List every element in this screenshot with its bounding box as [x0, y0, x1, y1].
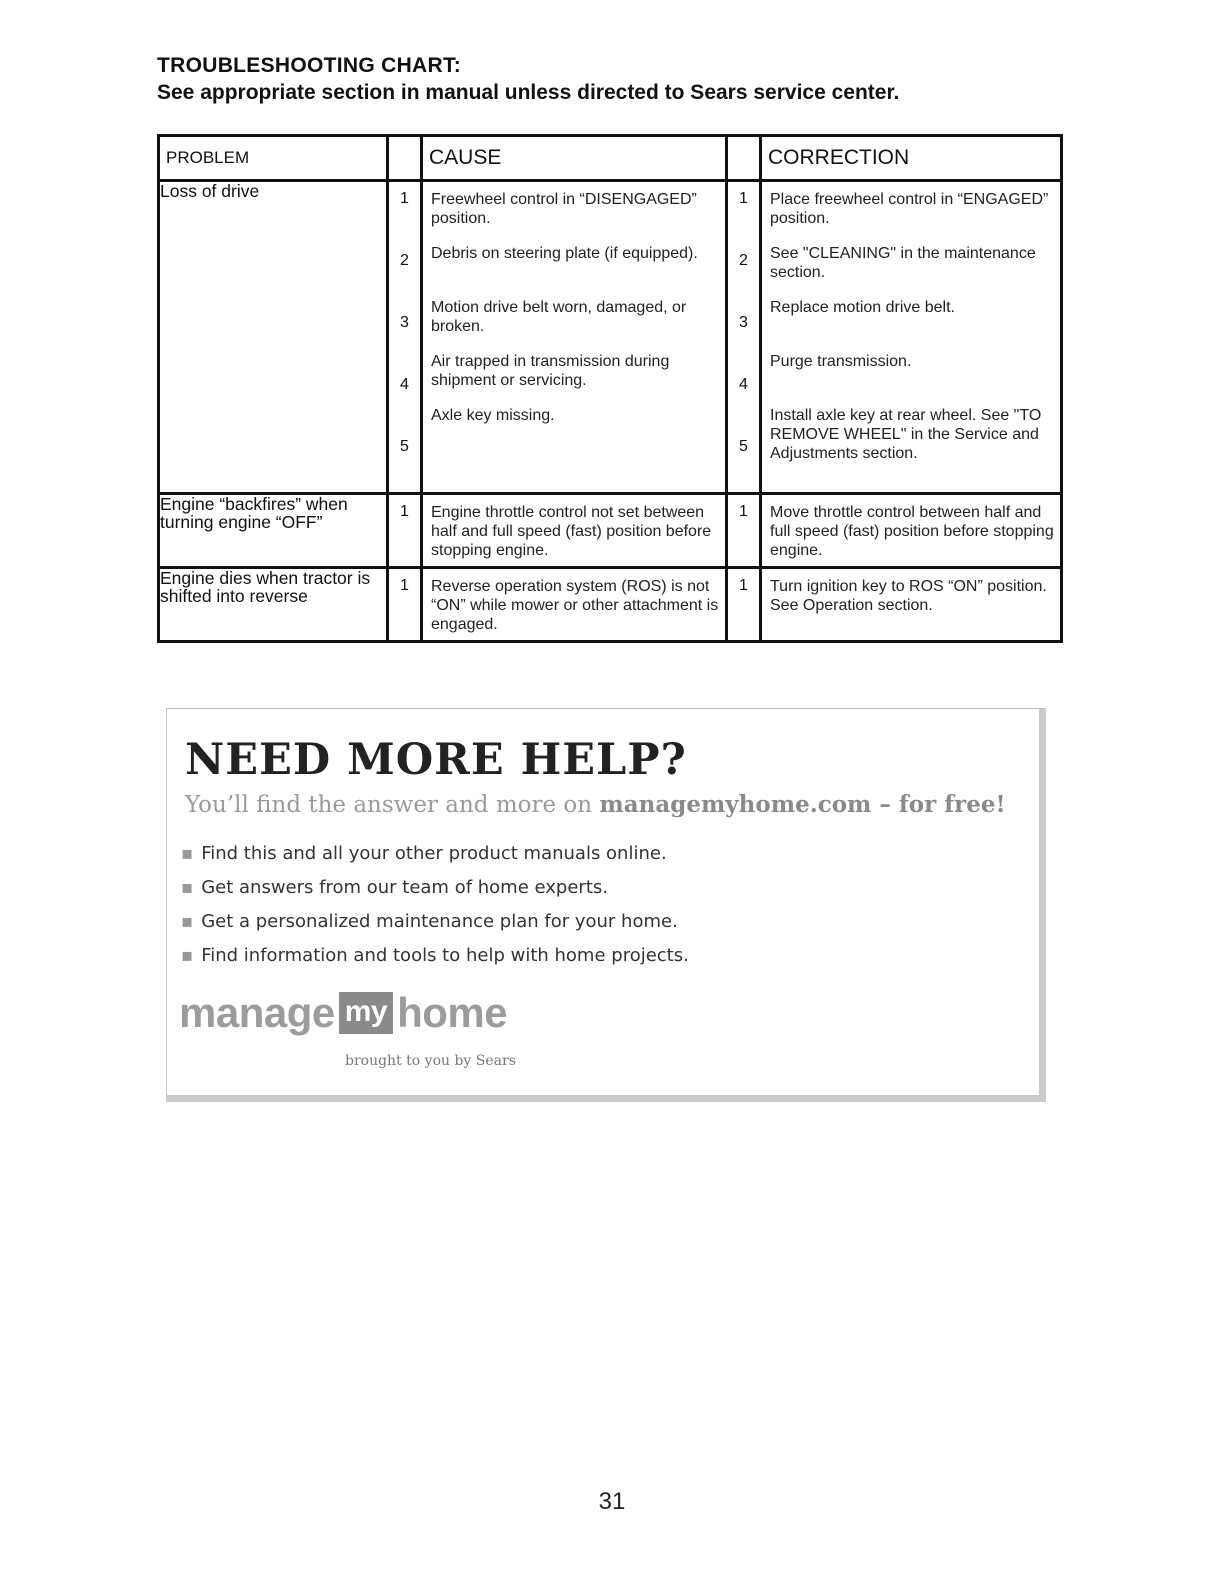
cause-cell: [422, 568, 727, 642]
correction-number-cell: [727, 494, 761, 568]
help-title: NEED MORE HELP?: [185, 735, 687, 785]
cause-text: Debris on steering plate (if equipped).: [431, 245, 698, 262]
header-num: [727, 136, 761, 181]
cause-text: Engine throttle control not set between half and full speed (fast) position before stopping engine.: [431, 504, 712, 559]
logo-my: my: [339, 992, 393, 1034]
table-row: [159, 181, 1062, 494]
need-more-help-panel: [166, 708, 1046, 1102]
bullet-icon: ▪: [181, 877, 194, 898]
correction-text: Turn ignition key to ROS “ON” position. See Operation section.: [770, 578, 1047, 614]
cause-text: Air trapped in transmission during shipment or servicing.: [431, 353, 670, 389]
cause-number: 1: [400, 503, 409, 520]
table-row: [159, 494, 1062, 568]
page-number: 31: [598, 1488, 626, 1515]
bullet-icon: ▪: [181, 911, 194, 932]
problem-cell: Engine “backfires” when turning engine “OFF”: [159, 494, 388, 568]
cause-number-cell: [388, 494, 422, 568]
bullet-text: Find this and all your other product manuals online.: [201, 843, 667, 864]
correction-number: 5: [739, 438, 748, 455]
cause-number: 2: [400, 252, 409, 269]
table-body: [159, 181, 1062, 642]
cause-text: Reverse operation system (ROS) is not “ON” while mower or other attachment is engaged.: [431, 578, 719, 633]
correction-cell: [761, 494, 1062, 568]
cause-text: Motion drive belt worn, damaged, or broken.: [431, 299, 687, 335]
correction-cell: [761, 568, 1062, 642]
bullet-icon: ▪: [181, 843, 194, 864]
cause-number-cell: [388, 568, 422, 642]
cause-text: Axle key missing.: [431, 407, 555, 424]
cause-number: 1: [400, 190, 409, 207]
cause-number-cell: [388, 181, 422, 494]
correction-text: Move throttle control between half and full speed (fast) position before stopping engine.: [770, 504, 1054, 559]
chart-subtitle: See appropriate section in manual unless directed to Sears service center.: [157, 81, 900, 104]
correction-number: 1: [739, 190, 748, 207]
logo-home: home: [397, 989, 508, 1036]
header-problem: PROBLEM: [159, 136, 388, 181]
list-item: [181, 837, 689, 871]
cause-number: 4: [400, 376, 409, 393]
correction-number: 3: [739, 314, 748, 331]
correction-number-cell: [727, 568, 761, 642]
cause-number: 1: [400, 577, 409, 594]
bullet-text: Get a personalized maintenance plan for your home.: [201, 911, 678, 932]
troubleshooting-table: [157, 134, 1063, 643]
cause-number: 3: [400, 314, 409, 331]
help-subtitle-link[interactable]: managemyhome.com – for free!: [599, 791, 1006, 818]
help-subtitle-text: You’ll find the answer and more on: [185, 792, 600, 818]
table-row: [159, 568, 1062, 642]
problem-cell: Loss of drive: [159, 181, 388, 494]
correction-number: 1: [739, 503, 748, 520]
correction-cell: [761, 181, 1062, 494]
correction-text: Replace motion drive belt.: [770, 299, 955, 316]
list-item: [181, 905, 689, 939]
correction-text: Place freewheel control in “ENGAGED” position.: [770, 191, 1049, 227]
header-correction: CORRECTION: [761, 136, 1062, 181]
cause-cell: [422, 494, 727, 568]
correction-number: 4: [739, 376, 748, 393]
bullet-text: Find information and tools to help with home projects.: [201, 945, 689, 966]
correction-number-cell: [727, 181, 761, 494]
header-num: [388, 136, 422, 181]
list-item: [181, 871, 689, 905]
problem-cell: Engine dies when tractor is shifted into reverse: [159, 568, 388, 642]
chart-title: TROUBLESHOOTING CHART:: [157, 54, 462, 77]
cause-text: Freewheel control in “DISENGAGED” position.: [431, 191, 697, 227]
bullet-text: Get answers from our team of home experts.: [201, 877, 608, 898]
bullet-icon: ▪: [181, 945, 194, 966]
correction-text: See "CLEANING" in the maintenance section.: [770, 245, 1036, 281]
logo-manage: manage: [179, 989, 335, 1036]
header-cause: CAUSE: [422, 136, 727, 181]
correction-text: Install axle key at rear wheel. See "TO REMOVE WHEEL" in the Service and Adjustments section.: [770, 407, 1042, 462]
page-heading: [157, 53, 1057, 107]
correction-text: Purge transmission.: [770, 353, 912, 370]
correction-number: 1: [739, 577, 748, 594]
managemyhome-logo: [179, 989, 507, 1037]
logo-tagline: brought to you by Sears: [345, 1053, 516, 1069]
list-item: [181, 939, 689, 973]
cause-cell: [422, 181, 727, 494]
help-subtitle: [185, 791, 1006, 818]
correction-number: 2: [739, 252, 748, 269]
help-bullet-list: [181, 837, 689, 973]
cause-number: 5: [400, 438, 409, 455]
